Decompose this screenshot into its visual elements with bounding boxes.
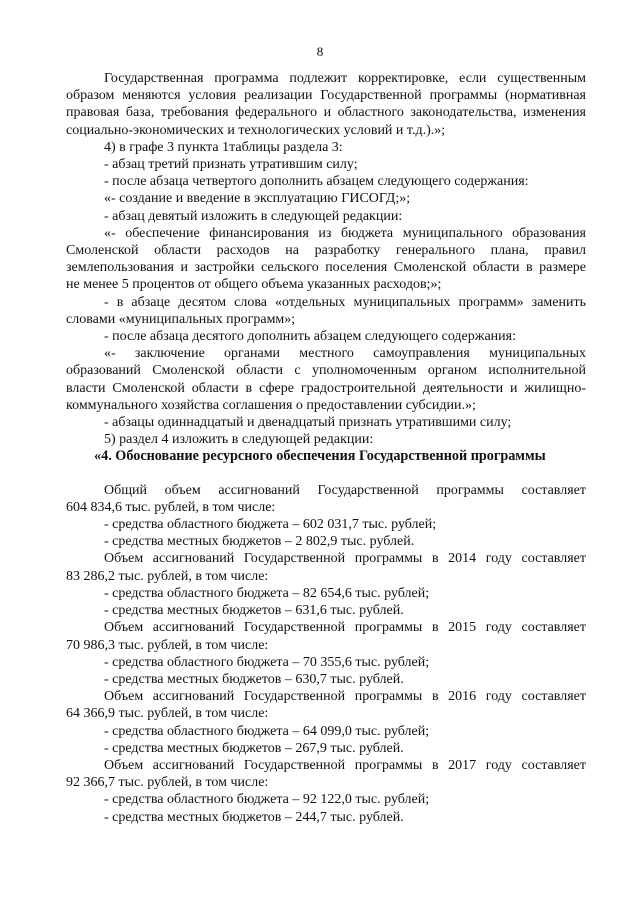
paragraph-line: словами «муниципальных программ»; bbox=[66, 311, 296, 327]
paragraph-line: - средства местных бюджетов – 630,7 тыс. рублей. bbox=[104, 671, 404, 687]
paragraph-line: землепользования и застройки сельского поселения Смоленской области в размере bbox=[66, 260, 586, 276]
paragraph-line: не менее 5 процентов от общего объема указанных расходов;»; bbox=[66, 277, 442, 293]
paragraph-line: 83 286,2 тыс. рублей, в том числе: bbox=[66, 568, 269, 584]
paragraph-line: социально-экономических и технологических условий и т.д.).»; bbox=[66, 122, 446, 138]
paragraph-line: Объем ассигнований Государственной программы в 2015 году составляет bbox=[104, 620, 586, 636]
paragraph-line: Общий объем ассигнований Государственной программы составляет bbox=[104, 482, 586, 498]
paragraph-line: 604 834,6 тыс. рублей, в том числе: bbox=[66, 499, 276, 515]
paragraph-line: коммунального хозяйства соглашения о предоставлении субсидии.»; bbox=[66, 397, 476, 413]
paragraph-line: - после абзаца десятого дополнить абзацем следующего содержания: bbox=[104, 329, 516, 345]
paragraph-line: правовая база, требования федерального и областного законодательства, изменения bbox=[66, 105, 586, 121]
paragraph-line: «- создание и введение в эксплуатацию ГИСОГД;»; bbox=[104, 191, 411, 207]
paragraph-line: 92 366,7 тыс. рублей, в том числе: bbox=[66, 775, 269, 791]
paragraph-line: образом меняются условия реализации Государственной программы (нормативная bbox=[66, 88, 586, 104]
page-number: 8 bbox=[316, 44, 324, 59]
paragraph-line: власти Смоленской области в сфере градостроительной деятельности и жилищно- bbox=[66, 380, 586, 396]
document-body bbox=[66, 70, 586, 826]
paragraph-line: 64 366,9 тыс. рублей, в том числе: bbox=[66, 706, 269, 722]
paragraph-line: Государственная программа подлежит корректировке, если существенным bbox=[104, 71, 586, 86]
section-heading: «4. Обоснование ресурсного обеспечения Государственной программы bbox=[94, 448, 546, 465]
paragraph-line: - средства областного бюджета – 64 099,0 тыс. рублей; bbox=[104, 723, 430, 739]
paragraph-line: - средства областного бюджета – 602 031,7 тыс. рублей; bbox=[104, 517, 437, 533]
paragraph-line: Смоленской области расходов на разработку генерального плана, правил bbox=[66, 243, 586, 259]
paragraph-line: - средства областного бюджета – 82 654,6 тыс. рублей; bbox=[104, 585, 430, 601]
paragraph-line: «- заключение органами местного самоуправления муниципальных bbox=[104, 346, 586, 362]
paragraph-line: «- обеспечение финансирования из бюджета муниципального образования bbox=[104, 225, 586, 241]
paragraph-line: - средства областного бюджета – 70 355,6 тыс. рублей; bbox=[104, 654, 430, 670]
paragraph-line: - после абзаца четвертого дополнить абзацем следующего содержания: bbox=[104, 174, 529, 190]
paragraph-line: 5) раздел 4 изложить в следующей редакции: bbox=[104, 432, 374, 448]
paragraph-line: - средства местных бюджетов – 244,7 тыс. рублей. bbox=[104, 809, 404, 825]
paragraph-line: - абзац девятый изложить в следующей редакции: bbox=[104, 208, 403, 224]
paragraph-line: Объем ассигнований Государственной программы в 2017 году составляет bbox=[104, 757, 586, 773]
paragraph-line: - средства областного бюджета – 92 122,0 тыс. рублей; bbox=[104, 792, 430, 808]
paragraph-line: Объем ассигнований Государственной программы в 2014 году составляет bbox=[104, 551, 586, 567]
paragraph-line: - абзацы одиннадцатый и двенадцатый признать утратившими силу; bbox=[104, 415, 512, 431]
paragraph-line: - в абзаце десятом слова «отдельных муниципальных программ» заменить bbox=[104, 294, 586, 310]
paragraph-line: - средства местных бюджетов – 631,6 тыс. рублей. bbox=[104, 603, 404, 619]
paragraph-line: образований Смоленской области с уполномоченным органом исполнительной bbox=[66, 363, 586, 379]
paragraph-line: - абзац третий признать утратившим силу; bbox=[104, 157, 358, 173]
paragraph-line: - средства местных бюджетов – 2 802,9 тыс. рублей. bbox=[104, 534, 415, 550]
paragraph-line: Объем ассигнований Государственной программы в 2016 году составляет bbox=[104, 689, 586, 705]
paragraph-line: - средства местных бюджетов – 267,9 тыс. рублей. bbox=[104, 740, 404, 756]
paragraph-line: 70 986,3 тыс. рублей, в том числе: bbox=[66, 637, 269, 653]
paragraph-line: 4) в графе 3 пункта 1таблицы раздела 3: bbox=[104, 139, 343, 155]
